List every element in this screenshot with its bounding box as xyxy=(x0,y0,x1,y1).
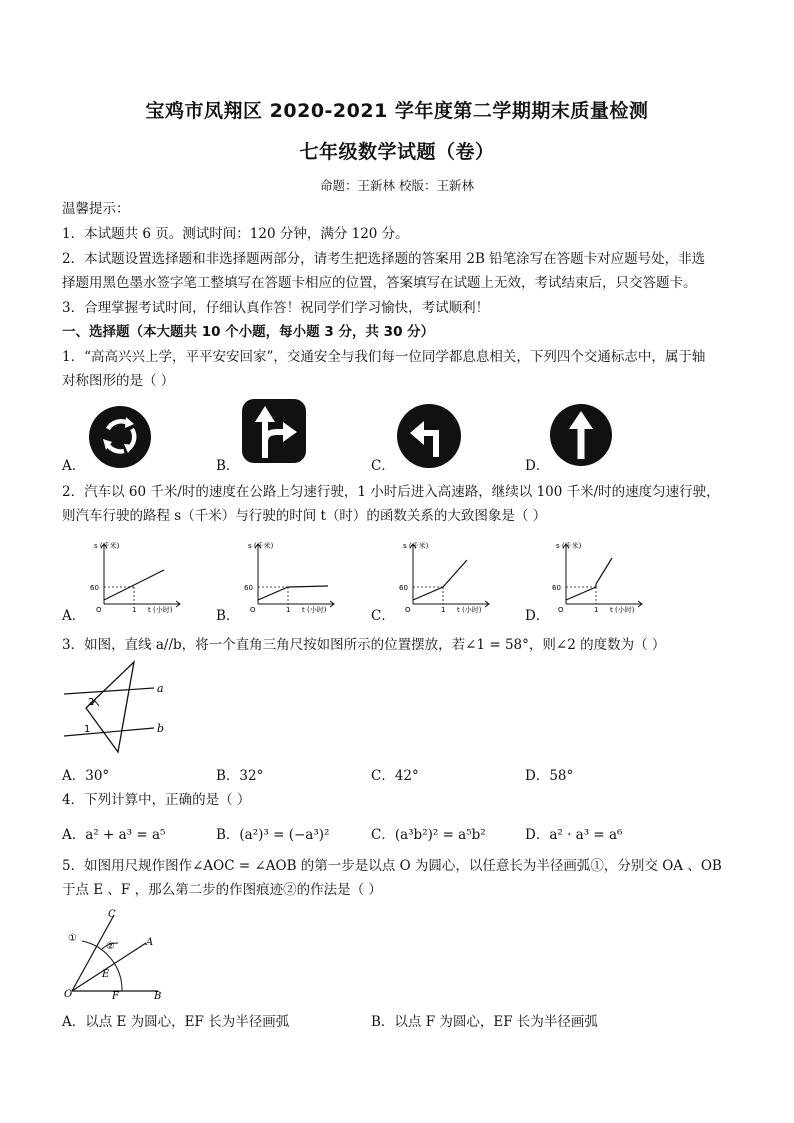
x-axis-label: t (小时) xyxy=(610,606,635,614)
q5-figure xyxy=(62,905,172,1001)
q2-line-2: 则汽车行驶的路程 s（千米）与行驶的时间 t（时）的函数关系的大致图象是（ ） xyxy=(62,508,547,524)
line-b xyxy=(64,728,154,736)
label-angle-2: 2 xyxy=(88,697,95,708)
y-axis-label: s (千米) xyxy=(248,542,274,550)
q4-line-1: 4．下列计算中，正确的是（ ） xyxy=(62,792,251,808)
q2-option-b[interactable]: B． xyxy=(216,608,240,624)
label-e: E xyxy=(102,969,110,980)
q3-option-b[interactable]: B．32° xyxy=(216,768,264,784)
origin-label: O xyxy=(558,606,564,614)
notice-heading: 温馨提示： xyxy=(62,201,130,217)
notice-line-4: 3．合理掌握考试时间，仔细认真作答！祝同学们学习愉快，考试顺利！ xyxy=(62,300,490,316)
section-heading: 一、选择题（本大题共 10 个小题，每小题 3 分，共 30 分） xyxy=(62,324,435,340)
notice-line-3: 择题用黑色墨水签字笔工整填写在答题卡相应的位置，答案填写在试题上无效，考试结束后，只交答题卡。 xyxy=(62,275,697,291)
x-tick-1: 1 xyxy=(286,606,291,614)
q1-option-a[interactable]: A． xyxy=(62,458,86,474)
x-axis-label: t (小时) xyxy=(457,606,482,614)
q3-option-c[interactable]: C．42° xyxy=(371,768,419,784)
label-o: O xyxy=(64,989,73,1000)
x-tick-1: 1 xyxy=(594,606,599,614)
label-angle-1: 1 xyxy=(84,724,91,735)
origin-label: O xyxy=(96,606,102,614)
x-axis-label: t (小时) xyxy=(302,606,327,614)
q1-option-d[interactable]: D． xyxy=(525,458,550,474)
q1-option-b[interactable]: B． xyxy=(216,458,240,474)
q1-line-1: 1．“高高兴兴上学，平平安安回家”，交通安全与我们每一位同学都息息相关，下列四个交通标志中，属于轴 xyxy=(62,349,706,365)
q3-option-a[interactable]: A．30° xyxy=(62,768,110,784)
y-tick-60: 60 xyxy=(244,584,253,592)
origin-label: O xyxy=(405,606,411,614)
x-axis-label: t (小时) xyxy=(148,606,173,614)
label-b: b xyxy=(157,722,165,735)
q4-option-a[interactable]: A．a² + a³ = a⁵ xyxy=(62,827,166,843)
exam-authors: 命题：王新林 校版：王新林 xyxy=(320,178,474,193)
y-axis-label: s (千米) xyxy=(403,542,429,550)
q2-graph-a xyxy=(88,540,184,614)
q4-option-d[interactable]: D．a² · a³ = a⁶ xyxy=(525,827,623,843)
q2-option-c[interactable]: C． xyxy=(371,608,395,624)
straight-ahead-sign-icon xyxy=(549,403,613,467)
y-tick-60: 60 xyxy=(90,584,99,592)
x-tick-1: 1 xyxy=(132,606,137,614)
label-a: A xyxy=(146,937,154,948)
q5-option-b[interactable]: B．以点 F 为圆心，EF 长为半径画弧 xyxy=(371,1014,598,1030)
q2-option-a[interactable]: A． xyxy=(62,608,86,624)
label-a: a xyxy=(157,682,164,695)
origin-label: O xyxy=(250,606,256,614)
q5-line-1: 5．如图用尺规作图作∠AOC = ∠AOB 的第一步是以点 O 为圆心，以任意长为半径画弧①，分别交 OA 、OB xyxy=(62,858,722,874)
notice-line-1: 1．本试题共 6 页。测试时间：120 分钟，满分 120 分。 xyxy=(62,226,409,242)
q2-line-1: 2．汽车以 60 千米/时的速度在公路上匀速行驶，1 小时后进入高速路，继续以 100 千米/时的速度匀速行驶， xyxy=(62,484,720,500)
label-c: C xyxy=(108,909,116,920)
label-f: F xyxy=(112,991,119,1002)
straight-or-right-sign-icon xyxy=(241,398,307,464)
turn-left-sign-icon xyxy=(396,403,462,469)
q2-graph-b xyxy=(242,540,338,614)
mark-2: ② xyxy=(106,941,115,952)
q1-line-2: 对称图形的是（ ） xyxy=(62,373,175,389)
notice-line-2: 2．本试题设置选择题和非选择题两部分，请考生把选择题的答案用 2B 铅笔涂写在答题卡对应题号处，非选 xyxy=(62,251,706,267)
y-tick-60: 60 xyxy=(399,584,408,592)
q5-option-a[interactable]: A．以点 E 为圆心，EF 长为半径画弧 xyxy=(62,1014,290,1030)
q2-graph-d xyxy=(550,540,646,614)
q4-option-b[interactable]: B．(a²)³ = (−a³)² xyxy=(216,827,330,843)
y-tick-60: 60 xyxy=(552,584,561,592)
line-a xyxy=(64,688,154,694)
label-b: B xyxy=(154,991,162,1002)
x-tick-1: 1 xyxy=(441,606,446,614)
exam-subtitle: 七年级数学试题（卷） xyxy=(299,141,495,163)
q3-line-1: 3．如图，直线 a//b，将一个直角三角尺按如图所示的位置摆放，若∠1 = 58°，则∠2 的度数为（ ） xyxy=(62,637,666,653)
roundabout-sign-icon xyxy=(88,405,152,469)
q3-figure xyxy=(62,660,182,755)
q1-option-c[interactable]: C． xyxy=(371,458,395,474)
q5-line-2: 于点 E 、F ，那么第二步的作图痕迹②的作法是（ ） xyxy=(62,882,382,898)
q2-option-d[interactable]: D． xyxy=(525,608,550,624)
q4-option-c[interactable]: C．(a³b²)² = a⁵b² xyxy=(371,827,486,843)
exam-title: 宝鸡市凤翔区 2020-2021 学年度第二学期期末质量检测 xyxy=(145,100,649,122)
q2-graph-c xyxy=(397,540,493,614)
y-axis-label: s (千米) xyxy=(556,542,582,550)
q3-option-d[interactable]: D．58° xyxy=(525,768,574,784)
y-axis-label: s (千米) xyxy=(94,542,120,550)
mark-1: ① xyxy=(68,933,77,944)
